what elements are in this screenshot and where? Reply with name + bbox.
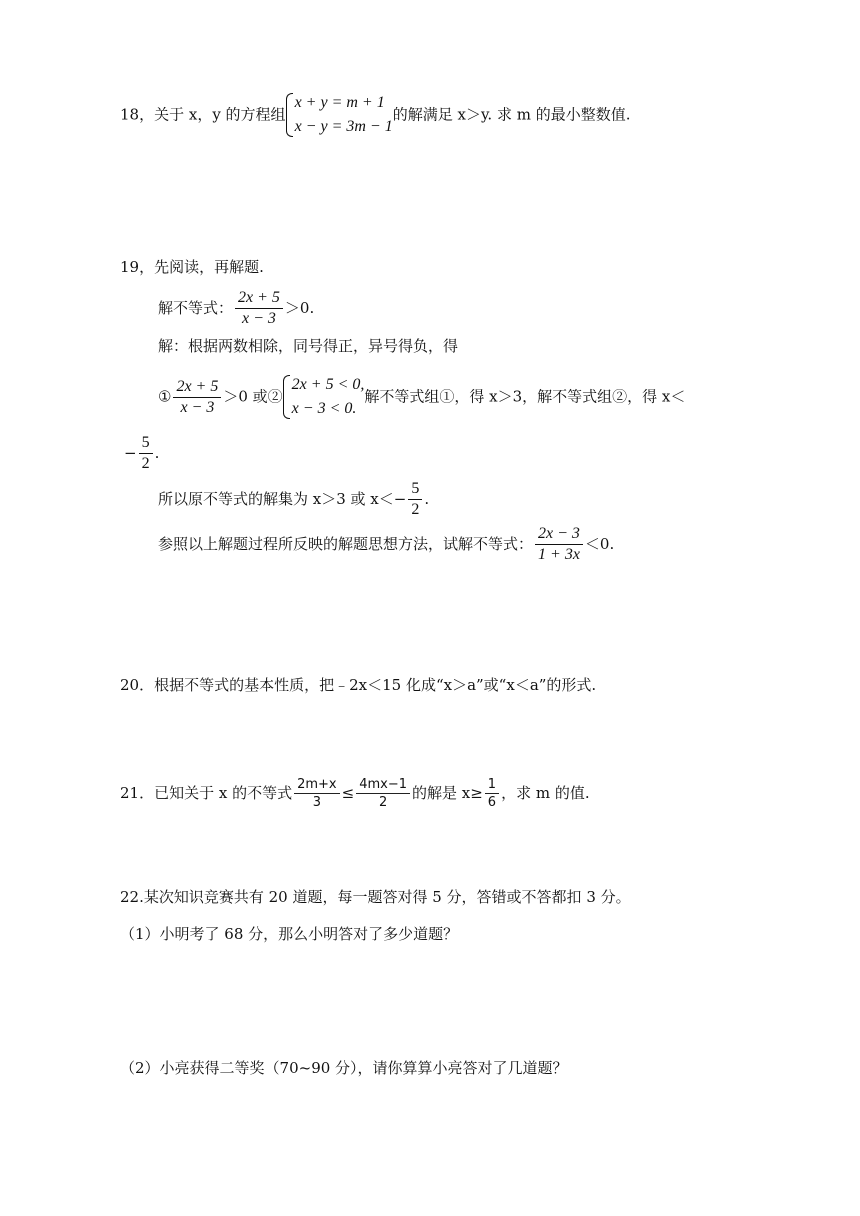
q19-exercise-fraction — [535, 524, 583, 565]
question-21 — [120, 776, 590, 811]
q19-five-halves — [139, 433, 153, 474]
q19-task-prefix: 解不等式： — [158, 299, 234, 317]
period: . — [424, 490, 430, 508]
q18-eq2: x − y = 3m − 1 — [294, 118, 393, 135]
case-result: 解不等式组①，得 x＞3，解不等式组②，得 x＜ — [364, 387, 686, 406]
conclusion-prefix: 所以原不等式的解集为 x＞3 或 x＜− — [158, 490, 407, 508]
question-20: 20．根据不等式的基本性质，把﹣2x＜15 化成“x＞a”或“x＜a”的形式. — [120, 676, 597, 694]
q22-intro: 22.某次知识竞赛共有 20 道题，每一题答对得 5 分，答错或不答都扣 3 分。 — [120, 888, 631, 906]
fraction-numerator: 1 — [485, 776, 499, 794]
fraction-numerator: 2x − 3 — [535, 524, 583, 545]
q21-leq: ≤ — [341, 784, 355, 802]
q19-task-suffix: ＞0. — [284, 299, 315, 317]
q22-part1: （1）小明考了 68 分，那么小明答对了多少道题？ — [120, 925, 459, 943]
fraction-denominator: 1 + 3x — [538, 546, 580, 563]
case2-eq1: 2x + 5 < 0, — [291, 376, 365, 393]
fraction-denominator: 6 — [487, 795, 497, 810]
question-18 — [120, 91, 631, 139]
q18-equation-system — [286, 91, 393, 139]
q22-part2: （2）小亮获得二等奖（70~90 分），请你算算小亮答对了几道题？ — [120, 1059, 568, 1077]
q21-prefix: 21．已知关于 x 的不等式 — [120, 784, 293, 802]
minus-sign: − — [124, 444, 137, 462]
fraction-denominator: x − 3 — [242, 310, 276, 327]
q19-continuation — [124, 433, 159, 474]
q21-suffix: ，求 m 的值. — [501, 784, 590, 802]
q21-fraction-solution — [485, 776, 499, 811]
fraction-denominator: 2 — [141, 455, 150, 472]
fraction-denominator: x − 3 — [180, 398, 215, 416]
period: . — [154, 444, 160, 462]
fraction-denominator: 3 — [312, 795, 321, 810]
q18-prefix: 18，关于 x，y 的方程组 — [120, 105, 286, 124]
fraction-numerator: 2x + 5 — [235, 288, 283, 309]
fraction-denominator: 2 — [411, 501, 420, 518]
q19-solution-intro: 解：根据两数相除，同号得正，异号得负，得 — [158, 337, 459, 355]
fraction-numerator: 5 — [139, 433, 153, 454]
fraction-numerator: 2m+x — [294, 776, 340, 794]
q21-fraction-right — [356, 776, 410, 811]
q19-title: 19，先阅读，再解题. — [120, 258, 264, 276]
fraction-numerator: 4mx−1 — [356, 776, 410, 794]
fraction-numerator: 5 — [408, 479, 422, 500]
case1-suffix: ＞0 或② — [223, 387, 283, 406]
case2-eq2: x − 3 < 0. — [291, 400, 357, 417]
q19-case2-system — [283, 373, 365, 421]
q19-exercise — [158, 524, 614, 565]
q19-conclusion-fraction — [408, 479, 422, 520]
exercise-prefix: 参照以上解题过程所反映的解题思想方法，试解不等式： — [158, 535, 534, 553]
q19-task — [158, 288, 314, 329]
case1-mark: ① — [158, 387, 172, 406]
q19-conclusion — [158, 479, 429, 520]
q19-cases — [158, 373, 685, 421]
q18-suffix: 的解满足 x＞y. 求 m 的最小整数值. — [392, 105, 631, 124]
brace-icon — [283, 375, 290, 419]
q21-fraction-left — [294, 776, 340, 811]
fraction-numerator: 2x + 5 — [173, 377, 221, 398]
fraction-denominator: 2 — [378, 795, 388, 810]
brace-icon — [286, 93, 293, 137]
q19-fraction-main — [235, 288, 283, 329]
q21-middle: 的解是 x≥ — [412, 784, 483, 802]
q18-eq1: x + y = m + 1 — [294, 94, 385, 111]
q19-case1-fraction — [173, 377, 221, 418]
exercise-suffix: ＜0. — [584, 535, 615, 553]
